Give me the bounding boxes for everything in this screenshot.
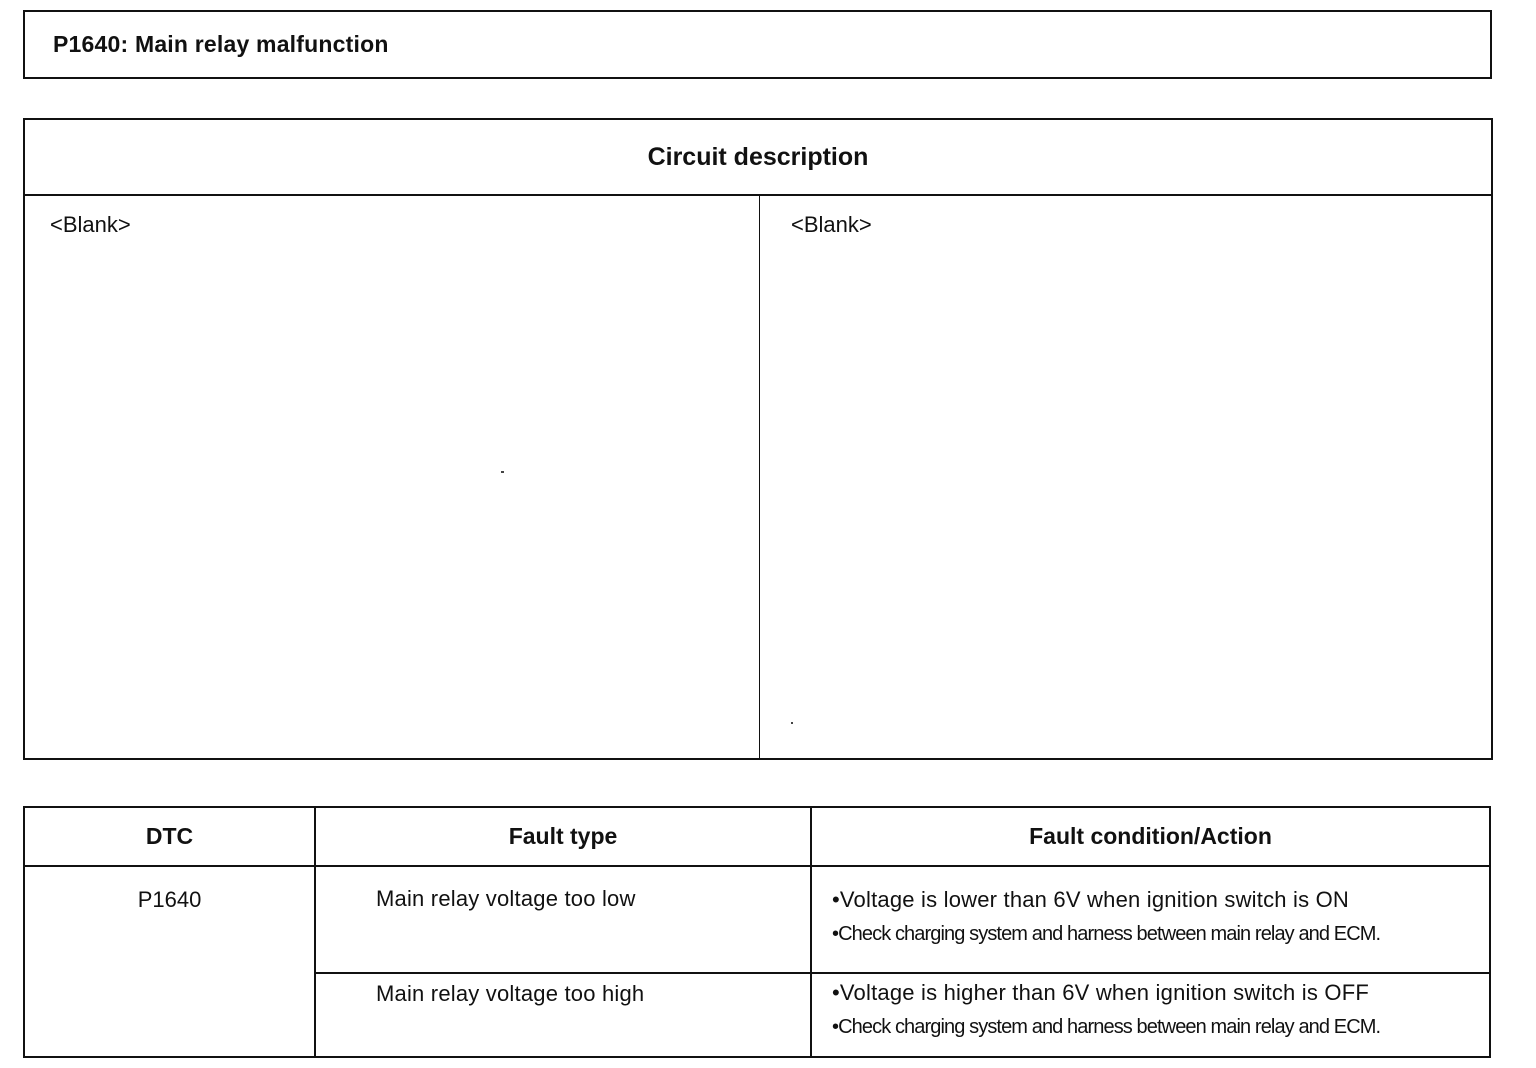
column-header-fault-condition: Fault condition/Action [811, 807, 1490, 866]
scan-speck [791, 722, 793, 724]
circuit-column-divider [759, 196, 760, 758]
circuit-description-box [23, 118, 1493, 760]
fault-condition-cell [811, 973, 1490, 1057]
column-header-dtc: DTC [24, 807, 315, 866]
title-box [23, 10, 1492, 79]
fault-condition-text: •Voltage is higher than 6V when ignition switch is OFF [832, 980, 1369, 1005]
page-title: P1640: Main relay malfunction [53, 31, 389, 57]
fault-condition-text: •Voltage is lower than 6V when ignition switch is ON [832, 887, 1350, 912]
scan-speck [501, 471, 504, 473]
circuit-description-heading: Circuit description [25, 120, 1491, 196]
fault-type-cell: Main relay voltage too low [315, 866, 811, 973]
dtc-code-cell: P1640 [24, 866, 315, 1057]
fault-type-cell: Main relay voltage too high [315, 973, 811, 1057]
fault-action-text: •Check charging system and harness between main relay and ECM. [832, 923, 1381, 945]
column-header-fault-type: Fault type [315, 807, 811, 866]
fault-action-text: •Check charging system and harness between main relay and ECM. [832, 1016, 1381, 1038]
table-row [24, 866, 1490, 973]
circuit-left-placeholder: <Blank> [50, 212, 131, 237]
dtc-table [23, 806, 1491, 1058]
circuit-right-placeholder: <Blank> [791, 212, 872, 237]
fault-condition-cell [811, 866, 1490, 973]
table-header-row [24, 807, 1490, 866]
